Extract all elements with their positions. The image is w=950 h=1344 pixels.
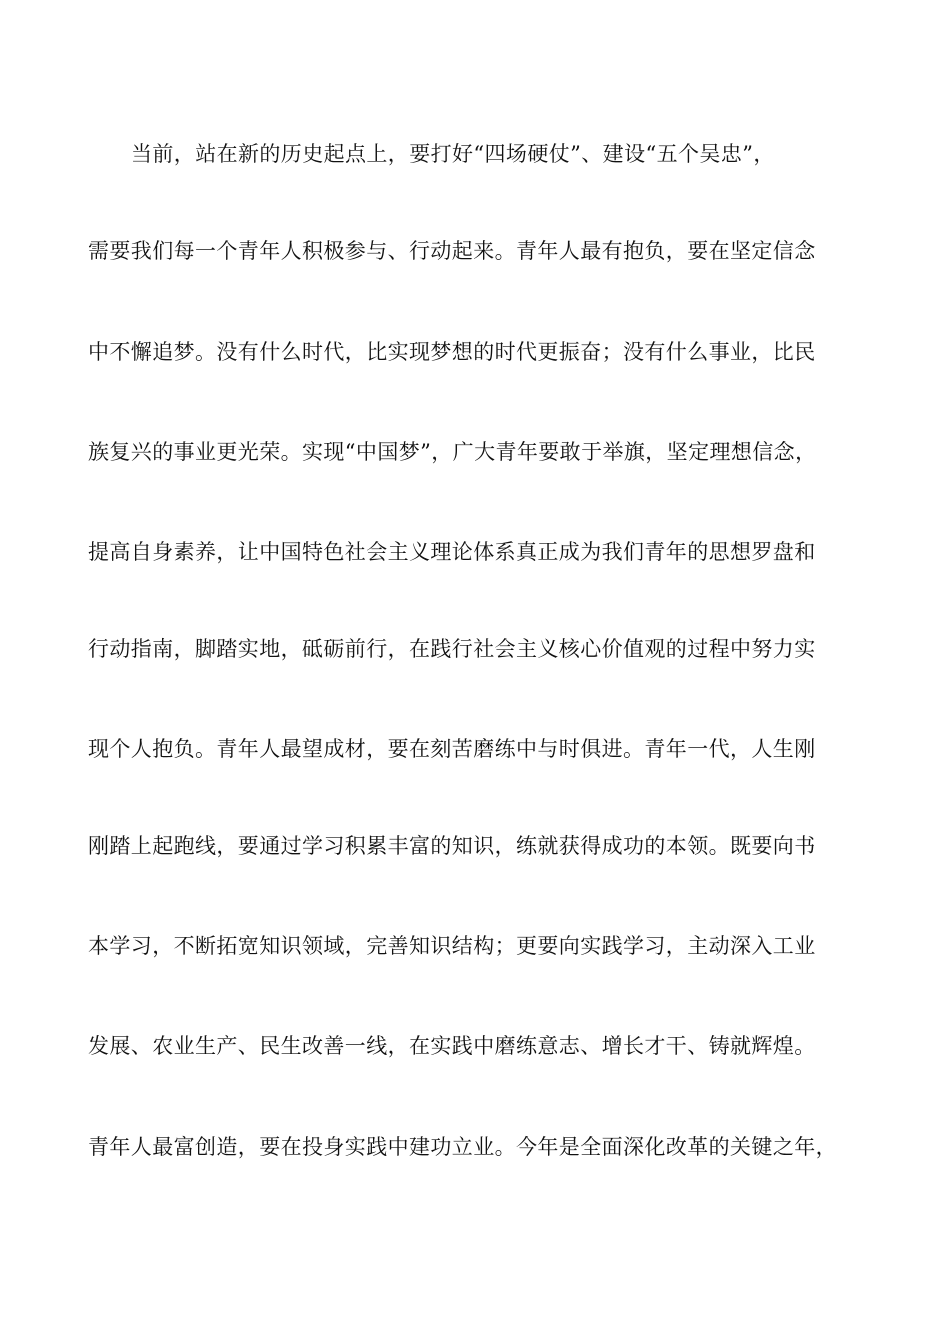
- paragraph-line-1: 当前，站在新的历史起点上，要打好“四场硬仗”、建设“五个吴忠”，: [131, 142, 775, 166]
- paragraph-line-4: 族复兴的事业更光荣。实现“中国梦”，广大青年要敢于举旗，坚定理想信念，: [88, 440, 817, 464]
- paragraph-line-6: 行动指南，脚踏实地，砥砺前行，在践行社会主义核心价值观的过程中努力实: [88, 637, 816, 661]
- paragraph-line-8: 刚踏上起跑线，要通过学习积累丰富的知识，练就获得成功的本领。既要向书: [88, 834, 816, 858]
- paragraph-line-3: 中不懈追梦。没有什么时代，比实现梦想的时代更振奋；没有什么事业，比民: [88, 340, 816, 364]
- paragraph-line-5: 提高自身素养，让中国特色社会主义理论体系真正成为我们青年的思想罗盘和: [88, 540, 816, 564]
- paragraph-line-2: 需要我们每一个青年人积极参与、行动起来。青年人最有抱负，要在坚定信念: [88, 239, 816, 263]
- paragraph-line-10: 发展、农业生产、民生改善一线，在实践中磨练意志、增长才干、铸就辉煌。: [88, 1034, 816, 1058]
- paragraph-line-7: 现个人抱负。青年人最望成材，要在刻苦磨练中与时俱进。青年一代，人生刚: [88, 737, 816, 761]
- paragraph-line-11: 青年人最富创造，要在投身实践中建功立业。今年是全面深化改革的关键之年，: [88, 1135, 837, 1159]
- paragraph-line-9: 本学习，不断拓宽知识领域，完善知识结构；更要向实践学习，主动深入工业: [88, 934, 816, 958]
